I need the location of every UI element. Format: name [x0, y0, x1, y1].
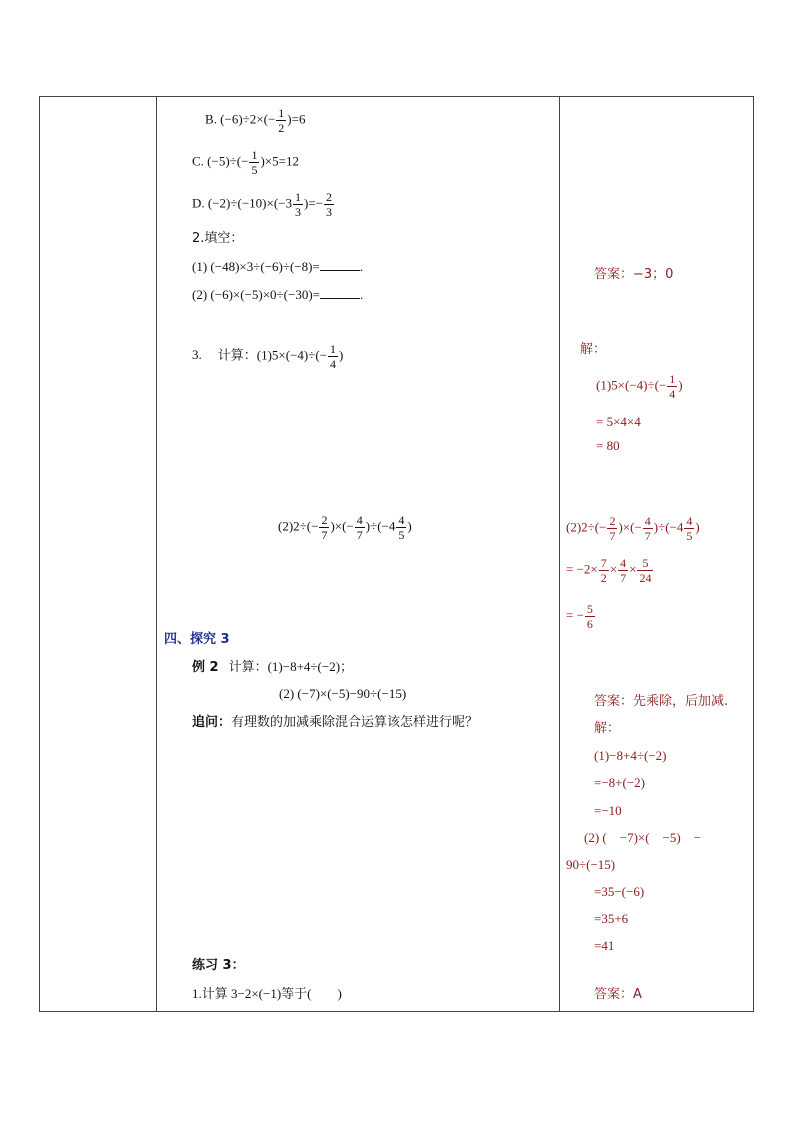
answer-practice-3: 答案：A [594, 987, 642, 1002]
solution-1-line-3: = 80 [596, 438, 620, 453]
answer-blank-1 [320, 258, 360, 271]
question-3-part-2: (2)2÷(− $\frac{2}{7}$ )×(− $\frac{4}{7}$ )÷(−4 $\frac{4}{5}$ ) [278, 513, 412, 542]
example-2-line-1: 例 2 计算：(1)−8+4÷(−2)； [192, 659, 354, 675]
example-solution-line-5: 90÷(−15) [566, 857, 616, 872]
column-divider-2 [559, 97, 560, 1011]
question-3-part-1: 3. 计算：(1)5×(−4)÷(− $\frac{1}{4}$ ) [192, 342, 344, 371]
example-solution-line-7: =35+6 [594, 911, 629, 926]
solution-label: 解： [580, 342, 607, 357]
option-c: C. (−5)÷(− $\frac{1}{5}$ )×5=12 [192, 148, 299, 177]
section-heading-explore-3: 四、探究 3 [164, 632, 230, 647]
example-2-line-2: (2) (−7)×(−5)−90÷(−15) [279, 686, 407, 701]
example-solution-line-4: (2) ( −7)×( −5) − [584, 830, 702, 845]
follow-up-question: 追问：有理数的加减乘除混合运算该怎样进行呢？ [192, 715, 479, 730]
answer-order-of-operations: 答案：先乘除，后加减. [594, 694, 729, 709]
solution-1-line-1: (1)5×(−4)÷(− $\frac{1}{4}$ ) [596, 372, 683, 401]
solution-1-line-2: = 5×4×4 [596, 414, 641, 429]
fill-in-title: 2.填空： [192, 231, 244, 246]
example-solution-line-1: (1)−8+4÷(−2) [594, 748, 667, 763]
fill-in-question-2: (2) (−6)×(−5)×0÷(−30)= . [192, 287, 364, 302]
worksheet-table [39, 96, 754, 1012]
answer-fill-in: 答案：−3；0 [594, 267, 674, 282]
solution-2-line-1: (2)2÷(− $\frac{2}{7}$ )×(− $\frac{4}{7}$ )÷(−4 $\frac{4}{5}$ ) [566, 514, 700, 543]
column-divider-1 [156, 97, 157, 1011]
option-d: D. (−2)÷(−10)×(−3 $\frac{1}{3}$ )=− $\frac{2}{3}$ [192, 190, 332, 219]
solution-2-line-3: = − $\frac{5}{6}$ [566, 602, 593, 631]
example-solution-line-3: =−10 [594, 803, 622, 818]
solution-2-line-2: = −2× $\frac{7}{2}$ × $\frac{4}{7}$ × $\frac{5}{24}$ [566, 556, 652, 585]
practice-3-heading: 练习 3： [192, 958, 245, 973]
fill-in-question-1: (1) (−48)×3÷(−6)÷(−8)= . [192, 259, 364, 274]
example-solution-line-2: =−8+(−2) [594, 775, 645, 790]
answer-blank-2 [320, 286, 360, 299]
option-b: B. (−6)÷2×(− $\frac{1}{2}$ )=6 [205, 106, 306, 135]
example-solution-line-6: =35−(−6) [594, 884, 645, 899]
solution-2-label: 解： [594, 721, 621, 736]
example-solution-line-8: =41 [594, 938, 615, 953]
practice-3-question-1: 1.计算 3−2×(−1)等于( ) [192, 986, 342, 1001]
